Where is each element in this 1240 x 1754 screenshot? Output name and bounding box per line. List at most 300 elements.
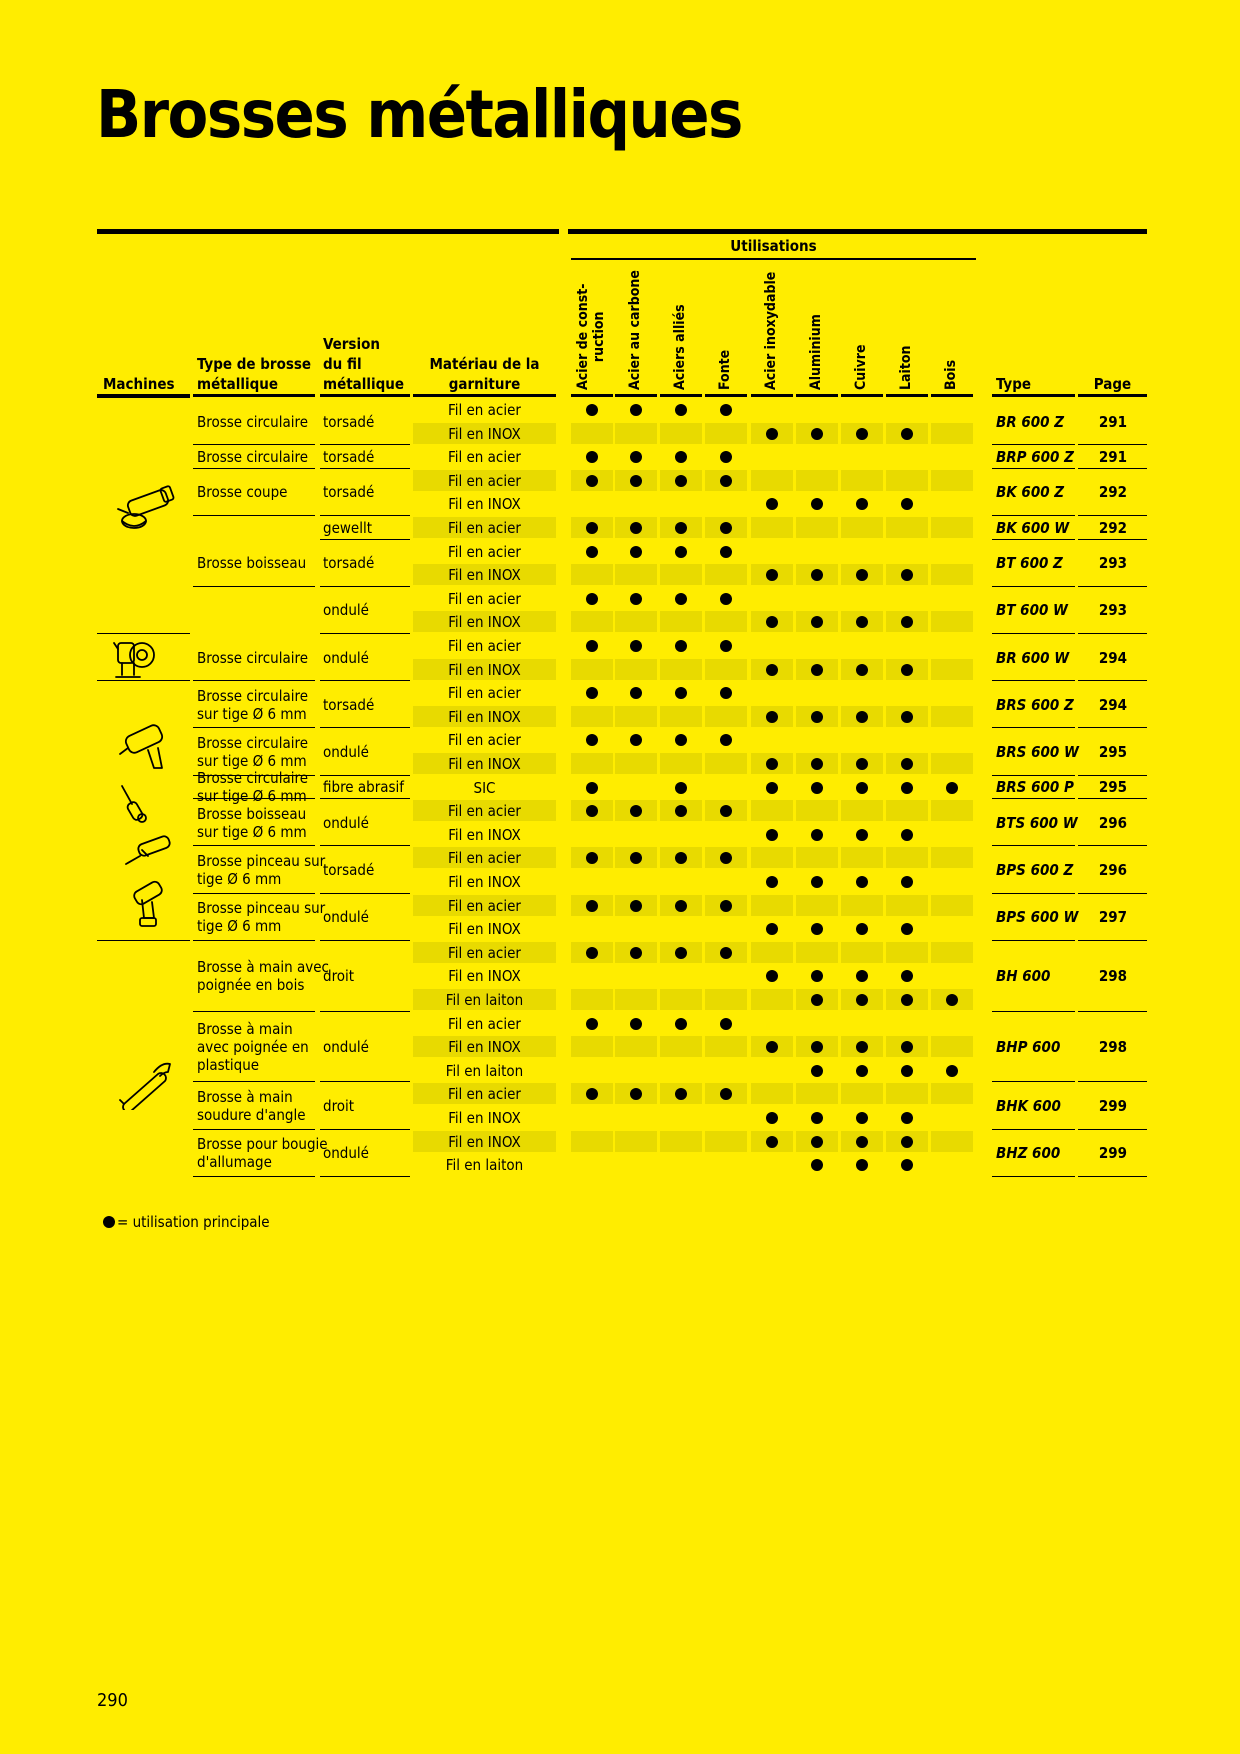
- usage-dot: [720, 687, 732, 699]
- row-rule: [1078, 515, 1147, 516]
- page-ref: 296: [1098, 813, 1128, 832]
- brush-type-cell: Brosse à main soudure d'angle: [197, 1088, 306, 1124]
- page-ref: 292: [1098, 483, 1128, 502]
- brush-type-cell: Brosse boisseau sur tige Ø 6 mm: [197, 804, 307, 841]
- page-number: 290: [97, 1690, 128, 1711]
- material-cell: Fil en laiton: [445, 1156, 524, 1175]
- usage-dot: [630, 734, 642, 746]
- row-shade: [660, 989, 702, 1010]
- usage-dot: [675, 782, 687, 794]
- material-cell: Fil en laiton: [445, 991, 524, 1009]
- row-shade: [841, 470, 883, 491]
- row-shade: [615, 423, 657, 444]
- bench-grinder-icon: [112, 635, 162, 689]
- row-rule: [992, 468, 1075, 469]
- brush-type-cell: Brosse à main avec poignée en bois: [197, 958, 329, 995]
- row-shade: [660, 1036, 702, 1057]
- usage-dot: [901, 1136, 913, 1148]
- row-rule: [193, 1129, 315, 1130]
- usage-dot: [766, 970, 778, 982]
- brush-type-cell: Brosse boisseau: [197, 554, 307, 573]
- material-cell: Fil en INOX: [448, 566, 521, 585]
- usage-dot: [720, 451, 732, 463]
- page-ref: 293: [1098, 601, 1128, 620]
- row-rule: [1078, 940, 1147, 941]
- row-rule: [320, 940, 410, 941]
- row-shade: [751, 895, 793, 916]
- row-rule: [992, 727, 1075, 728]
- usage-dot: [811, 758, 823, 770]
- material-cell: Fil en acier: [448, 943, 521, 962]
- usage-dot: [720, 1018, 732, 1030]
- row-shade: [931, 1083, 973, 1104]
- row-shade: [841, 1083, 883, 1104]
- usage-dot: [856, 711, 868, 723]
- row-rule: [320, 1081, 410, 1082]
- usage-dot: [766, 1136, 778, 1148]
- usage-dot: [675, 900, 687, 912]
- row-rule: [1078, 680, 1147, 681]
- type-code: BHP 600: [996, 1038, 1061, 1056]
- page-ref: 295: [1098, 743, 1128, 761]
- page-ref: 291: [1098, 448, 1128, 466]
- usage-dot: [675, 734, 687, 746]
- row-rule: [193, 444, 315, 445]
- row-rule: [193, 586, 315, 587]
- angle-grinder-icon: [112, 485, 176, 539]
- material-cell: Fil en INOX: [448, 920, 521, 939]
- header-bottom-rule: [992, 394, 1075, 397]
- usage-dot: [901, 876, 913, 888]
- brush-type-cell: Brosse à main avec poignée en plastique: [197, 1020, 309, 1074]
- legend-dot: [103, 1216, 115, 1228]
- row-rule: [992, 1129, 1075, 1130]
- row-rule: [1078, 727, 1147, 728]
- row-rule: [320, 586, 410, 587]
- row-shade: [931, 423, 973, 444]
- row-shade: [841, 517, 883, 538]
- version-cell: ondulé: [323, 1038, 369, 1056]
- row-shade: [931, 1036, 973, 1057]
- usage-dot: [675, 640, 687, 652]
- row-shade: [660, 659, 702, 680]
- row-rule: [1078, 444, 1147, 445]
- usage-dot: [856, 970, 868, 982]
- usage-dot: [630, 900, 642, 912]
- version-cell: torsadé: [323, 412, 375, 431]
- usage-dot: [630, 1018, 642, 1030]
- usage-dot: [811, 1136, 823, 1148]
- row-shade: [931, 659, 973, 680]
- material-cell: Fil en laiton: [445, 1061, 524, 1080]
- type-code: BT 600 W: [996, 601, 1068, 620]
- row-rule: [1078, 775, 1147, 776]
- row-shade: [751, 800, 793, 821]
- material-cell: Fil en INOX: [448, 613, 521, 632]
- row-rule: [1078, 893, 1147, 894]
- row-rule: [320, 539, 410, 540]
- usage-dot: [901, 829, 913, 841]
- row-rule: [992, 1176, 1075, 1177]
- material-cell: Fil en INOX: [448, 1132, 521, 1151]
- row-rule: [193, 1081, 315, 1082]
- row-shade: [660, 564, 702, 585]
- header-bottom-rule: [751, 394, 793, 397]
- row-shade: [886, 517, 928, 538]
- row-rule: [992, 1081, 1075, 1082]
- brush-type-cell: Brosse circulaire: [197, 412, 309, 431]
- row-shade: [571, 1036, 613, 1057]
- brush-type-cell: Brosse circulaire: [197, 648, 309, 667]
- row-rule: [320, 444, 410, 445]
- row-shade: [660, 1131, 702, 1152]
- row-shade: [705, 753, 747, 774]
- type-code: BPS 600 Z: [996, 861, 1074, 879]
- material-cell: Fil en acier: [448, 896, 521, 915]
- row-shade: [796, 847, 838, 868]
- row-shade: [705, 564, 747, 585]
- row-shade: [931, 800, 973, 821]
- row-rule: [320, 727, 410, 728]
- usage-dot: [720, 522, 732, 534]
- header-bottom-rule: [193, 394, 315, 397]
- usage-dot: [901, 782, 913, 794]
- type-code: BRS 600 P: [996, 778, 1074, 797]
- brush-type-cell: Brosse circulaire: [197, 448, 309, 466]
- usage-dot: [720, 640, 732, 652]
- header-rule: [568, 229, 1147, 234]
- usage-dot: [811, 829, 823, 841]
- usage-top-rule: [571, 258, 613, 260]
- header-bottom-rule: [571, 394, 613, 397]
- row-shade: [705, 611, 747, 632]
- usage-dot: [675, 522, 687, 534]
- brush-type-cell: Brosse circulaire sur tige Ø 6 mm: [197, 734, 309, 770]
- row-rule: [992, 893, 1075, 894]
- row-shade: [705, 989, 747, 1010]
- row-shade: [931, 847, 973, 868]
- usage-dot: [720, 947, 732, 959]
- usage-top-rule: [705, 258, 747, 260]
- usage-dot: [946, 1065, 958, 1077]
- usage-top-rule: [931, 258, 973, 260]
- row-rule: [992, 680, 1075, 681]
- usage-dot: [856, 1112, 868, 1124]
- usage-header-3: Fonte: [717, 349, 733, 390]
- usage-dot: [720, 900, 732, 912]
- usage-dot: [811, 923, 823, 935]
- row-shade: [571, 706, 613, 727]
- material-cell: Fil en INOX: [448, 424, 521, 443]
- header-version: Version du fil métallique: [323, 335, 405, 393]
- material-cell: Fil en acier: [448, 637, 521, 655]
- material-cell: Fil en acier: [448, 471, 521, 490]
- usage-dot: [586, 734, 598, 746]
- usage-dot: [630, 593, 642, 605]
- usage-dot: [856, 1065, 868, 1077]
- row-shade: [796, 517, 838, 538]
- usage-dot: [901, 1065, 913, 1077]
- row-shade: [751, 1083, 793, 1104]
- usage-dot: [586, 900, 598, 912]
- usage-dot: [901, 970, 913, 982]
- material-cell: Fil en INOX: [448, 967, 521, 986]
- usage-dot: [720, 546, 732, 558]
- row-rule: [1078, 633, 1147, 634]
- page-ref: 291: [1098, 412, 1128, 431]
- row-shade: [931, 753, 973, 774]
- material-cell: Fil en acier: [448, 519, 521, 537]
- material-cell: Fil en acier: [448, 731, 521, 750]
- header-bottom-rule: [931, 394, 973, 397]
- header-bottom-rule: [413, 394, 556, 397]
- header-bottom-rule: [1078, 394, 1147, 397]
- type-code: BHZ 600: [996, 1144, 1061, 1163]
- page-ref: 294: [1098, 648, 1128, 667]
- usage-dot: [675, 593, 687, 605]
- row-shade: [931, 517, 973, 538]
- machine-rule: [97, 940, 190, 941]
- row-shade: [751, 942, 793, 963]
- usage-top-rule: [660, 258, 702, 260]
- usage-dot: [856, 1159, 868, 1171]
- usage-dot: [901, 711, 913, 723]
- row-shade: [886, 895, 928, 916]
- row-rule: [1078, 798, 1147, 799]
- usage-dot: [630, 546, 642, 558]
- row-rule: [1078, 1011, 1147, 1012]
- row-rule: [193, 845, 315, 846]
- row-shade: [571, 611, 613, 632]
- usage-dot: [811, 498, 823, 510]
- row-shade: [841, 847, 883, 868]
- usage-dot: [675, 1018, 687, 1030]
- usage-dot: [856, 923, 868, 935]
- page-ref: 294: [1098, 695, 1128, 714]
- row-rule: [320, 775, 410, 776]
- row-shade: [660, 753, 702, 774]
- type-code: BR 600 Z: [996, 412, 1065, 431]
- usage-dot: [811, 428, 823, 440]
- page-ref: 293: [1098, 554, 1128, 573]
- usage-top-rule: [615, 258, 657, 260]
- usage-dot: [586, 475, 598, 487]
- usage-dot: [901, 664, 913, 676]
- version-cell: torsadé: [323, 861, 375, 879]
- usage-dot: [901, 923, 913, 935]
- row-shade: [571, 423, 613, 444]
- usage-dot: [766, 428, 778, 440]
- material-cell: Fil en acier: [448, 1085, 521, 1104]
- usage-dot: [856, 758, 868, 770]
- usage-dot: [766, 923, 778, 935]
- row-shade: [571, 659, 613, 680]
- row-rule: [193, 1176, 315, 1177]
- header-bottom-rule: [886, 394, 928, 397]
- usage-dot: [586, 687, 598, 699]
- usage-header-7: Laiton: [898, 345, 914, 390]
- usage-dot: [766, 664, 778, 676]
- version-cell: ondulé: [323, 908, 369, 927]
- brush-type-cell: Brosse circulaire sur tige Ø 6 mm: [197, 686, 309, 723]
- row-shade: [751, 989, 793, 1010]
- material-cell: Fil en INOX: [448, 1109, 521, 1127]
- type-code: BH 600: [996, 967, 1051, 986]
- row-rule: [320, 468, 410, 469]
- usage-dot: [766, 876, 778, 888]
- row-shade: [886, 1083, 928, 1104]
- row-rule: [193, 680, 315, 681]
- row-shade: [751, 470, 793, 491]
- drill-icon: [118, 720, 172, 778]
- row-shade: [660, 611, 702, 632]
- usage-dot: [766, 1112, 778, 1124]
- material-cell: Fil en INOX: [448, 873, 521, 891]
- usage-dot: [811, 782, 823, 794]
- row-rule: [193, 468, 315, 469]
- row-shade: [615, 564, 657, 585]
- usage-dot: [856, 829, 868, 841]
- usage-dot: [586, 593, 598, 605]
- material-cell: Fil en acier: [448, 542, 521, 561]
- row-rule: [1078, 586, 1147, 587]
- version-cell: torsadé: [323, 448, 375, 466]
- type-code: BK 600 Z: [996, 483, 1065, 502]
- usage-dot: [675, 546, 687, 558]
- usage-dot: [811, 876, 823, 888]
- header-bottom-rule: [796, 394, 838, 397]
- material-cell: Fil en INOX: [448, 495, 521, 514]
- header-rule: [97, 229, 559, 234]
- usage-dot: [675, 475, 687, 487]
- row-shade: [615, 1036, 657, 1057]
- row-rule: [193, 515, 315, 516]
- type-code: BT 600 Z: [996, 554, 1063, 573]
- row-rule: [1078, 1129, 1147, 1130]
- row-shade: [571, 564, 613, 585]
- usage-dot: [720, 404, 732, 416]
- header-type-col: Type: [996, 375, 1032, 393]
- type-code: BHK 600: [996, 1097, 1061, 1115]
- row-shade: [796, 895, 838, 916]
- row-shade: [705, 706, 747, 727]
- material-cell: Fil en acier: [448, 448, 521, 467]
- material-cell: Fil en acier: [448, 401, 521, 419]
- usage-dot: [811, 1065, 823, 1077]
- usage-dot: [811, 711, 823, 723]
- usage-dot: [766, 498, 778, 510]
- usage-top-rule: [841, 258, 883, 260]
- row-shade: [886, 942, 928, 963]
- header-machines: Machines: [103, 375, 175, 393]
- row-shade: [796, 1083, 838, 1104]
- usage-header-5: Aluminium: [808, 314, 824, 390]
- row-rule: [193, 940, 315, 941]
- usage-dot: [901, 428, 913, 440]
- usage-dot: [630, 451, 642, 463]
- row-rule: [1078, 468, 1147, 469]
- row-rule: [1078, 539, 1147, 540]
- row-shade: [841, 800, 883, 821]
- usage-header-4: Acier inoxydable: [763, 271, 779, 390]
- row-rule: [992, 586, 1075, 587]
- usage-dot: [586, 640, 598, 652]
- brush-type-cell: Brosse circulaire sur tige Ø 6 mm: [197, 769, 309, 806]
- row-rule: [320, 633, 410, 634]
- row-shade: [571, 989, 613, 1010]
- material-cell: Fil en INOX: [448, 707, 521, 726]
- type-code: BRP 600 Z: [996, 448, 1074, 466]
- usage-dot: [856, 664, 868, 676]
- usage-dot: [586, 782, 598, 794]
- row-shade: [931, 611, 973, 632]
- page-ref: 295: [1098, 778, 1128, 797]
- version-cell: droit: [323, 967, 355, 986]
- usage-dot: [766, 829, 778, 841]
- brush-type-cell: Brosse pour bougie d'allumage: [197, 1135, 328, 1172]
- brush-type-cell: Brosse coupe: [197, 483, 288, 502]
- header-page-col: Page: [1093, 375, 1132, 393]
- brush-type-cell: Brosse pinceau sur tige Ø 6 mm: [197, 852, 326, 888]
- usage-top-rule: [751, 258, 793, 260]
- legend-text: = utilisation principale: [117, 1213, 270, 1231]
- row-shade: [931, 1131, 973, 1152]
- version-cell: torsadé: [323, 554, 375, 573]
- row-shade: [615, 753, 657, 774]
- usage-header-6: Cuivre: [853, 344, 869, 390]
- usage-dot: [856, 498, 868, 510]
- usage-dot: [766, 711, 778, 723]
- straight-grinder-icon: [122, 834, 176, 874]
- row-shade: [615, 989, 657, 1010]
- version-cell: ondulé: [323, 1144, 369, 1163]
- material-cell: Fil en acier: [448, 849, 521, 868]
- material-cell: Fil en acier: [448, 1014, 521, 1033]
- usage-dot: [901, 758, 913, 770]
- row-rule: [992, 539, 1075, 540]
- material-cell: SIC: [473, 778, 496, 797]
- usage-dot: [720, 734, 732, 746]
- row-shade: [751, 847, 793, 868]
- usage-dot: [586, 1018, 598, 1030]
- row-rule: [992, 940, 1075, 941]
- usage-dot: [811, 994, 823, 1006]
- usage-header-1: Acier au carbone: [627, 270, 643, 390]
- row-rule: [320, 680, 410, 681]
- row-shade: [571, 753, 613, 774]
- type-code: BTS 600 W: [996, 813, 1078, 832]
- header-bottom-rule: [320, 394, 410, 397]
- row-shade: [931, 942, 973, 963]
- version-cell: torsadé: [323, 483, 375, 502]
- type-code: BR 600 W: [996, 648, 1070, 667]
- row-shade: [705, 423, 747, 444]
- usage-top-rule: [886, 258, 928, 260]
- row-rule: [992, 633, 1075, 634]
- usage-dot: [675, 404, 687, 416]
- material-cell: Fil en INOX: [448, 825, 521, 844]
- row-shade: [615, 1131, 657, 1152]
- row-rule: [1078, 845, 1147, 846]
- die-grinder-icon: [118, 782, 154, 830]
- usage-dot: [586, 947, 598, 959]
- row-shade: [931, 470, 973, 491]
- row-rule: [992, 444, 1075, 445]
- usage-dot: [856, 428, 868, 440]
- usage-dot: [675, 451, 687, 463]
- usage-dot: [811, 1112, 823, 1124]
- row-rule: [320, 1176, 410, 1177]
